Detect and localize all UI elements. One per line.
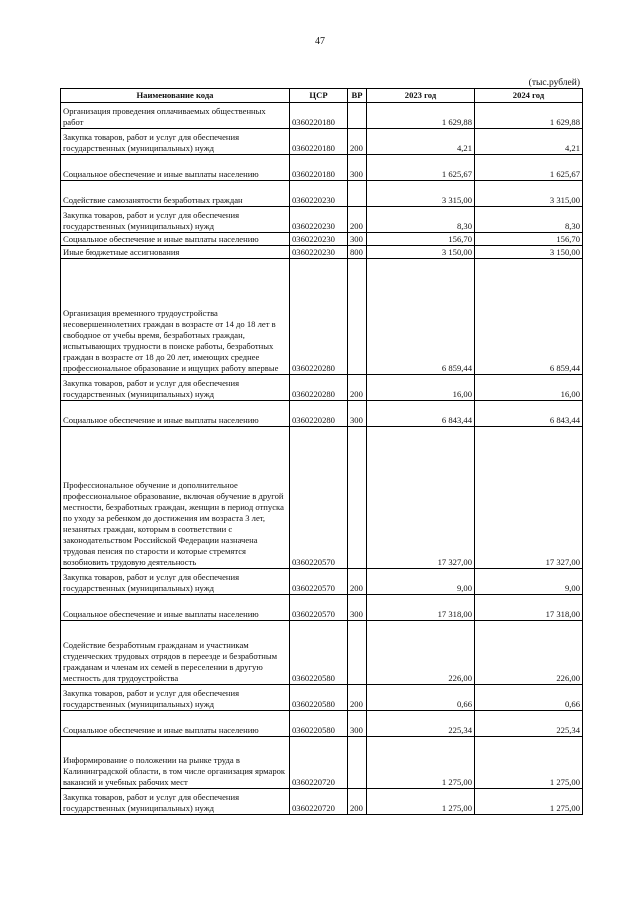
row-value-2024: 8,30 [475,207,583,233]
row-value-2023: 16,00 [367,375,475,401]
table-row [61,246,583,259]
row-vr: 200 [348,569,367,595]
row-value-2023: 3 150,00 [367,246,475,259]
row-vr [348,181,367,207]
row-value-2024: 17 327,00 [475,427,583,569]
row-value-2023: 6 859,44 [367,259,475,375]
page-number: 47 [315,36,325,47]
row-name: Организация временного трудоустройства несовершеннолетних граждан в возрасте от 14 до 18 лет в свободное от учебы время, безработных граждан, испытывающих трудности в поиске работы, безработных граждан в возрасте от 18 до 20 лет, имеющих среднее профессиональное образование и ищущих работу впервые [61,259,290,375]
table-row [61,621,583,685]
row-value-2024: 0,66 [475,685,583,711]
row-vr: 200 [348,685,367,711]
row-value-2024: 1 275,00 [475,737,583,789]
row-name: Социальное обеспечение и иные выплаты населению [61,595,290,621]
table-row [61,737,583,789]
row-vr: 800 [348,246,367,259]
row-vr: 200 [348,207,367,233]
row-value-2023: 1 275,00 [367,737,475,789]
row-csr: 0360220570 [290,595,348,621]
row-name: Профессиональное обучение и дополнительное профессиональное образование, включая обучение в другой местности, безработных граждан, женщин в период отпуска по уходу за ребенком до достижения им возраста 3 лет, незанятых граждан, которым в соответствии с законодательством Российской Федерации назначена трудовая пенсия по старости и которые стремятся возобновить трудовую деятельность [61,427,290,569]
row-value-2024: 6 843,44 [475,401,583,427]
row-value-2023: 1 625,67 [367,155,475,181]
row-value-2023: 225,34 [367,711,475,737]
table-row [61,259,583,375]
row-name: Социальное обеспечение и иные выплаты населению [61,233,290,246]
row-value-2024: 1 275,00 [475,789,583,815]
header-name: Наименование кода [61,89,290,103]
row-csr: 0360220580 [290,685,348,711]
row-value-2024: 6 859,44 [475,259,583,375]
table-row [61,685,583,711]
row-vr: 300 [348,711,367,737]
row-value-2024: 3 315,00 [475,181,583,207]
row-vr: 200 [348,129,367,155]
row-name: Закупка товаров, работ и услуг для обеспечения государственных (муниципальных) нужд [61,685,290,711]
row-csr: 0360220180 [290,129,348,155]
table-row [61,595,583,621]
table-row [61,181,583,207]
row-csr: 0360220180 [290,103,348,129]
row-value-2023: 156,70 [367,233,475,246]
row-name: Информирование о положении на рынке труда в Калининградской области, в том числе организация ярмарок вакансий и учебных рабочих мест [61,737,290,789]
header-csr: ЦСР [290,89,348,103]
row-csr: 0360220230 [290,181,348,207]
row-value-2023: 17 318,00 [367,595,475,621]
row-value-2023: 0,66 [367,685,475,711]
row-csr: 0360220570 [290,569,348,595]
row-value-2024: 156,70 [475,233,583,246]
row-vr: 200 [348,789,367,815]
table-header-row [61,89,583,103]
row-csr: 0360220720 [290,789,348,815]
table-row [61,129,583,155]
row-vr [348,621,367,685]
table-row [61,155,583,181]
row-value-2024: 4,21 [475,129,583,155]
row-value-2023: 6 843,44 [367,401,475,427]
table-body [61,103,583,815]
row-name: Социальное обеспечение и иные выплаты населению [61,711,290,737]
units-label: (тыс.рублей) [528,78,580,88]
row-vr [348,259,367,375]
row-vr: 300 [348,595,367,621]
header-2023: 2023 год [367,89,475,103]
row-value-2024: 1 625,67 [475,155,583,181]
row-vr: 300 [348,233,367,246]
row-value-2024: 225,34 [475,711,583,737]
table-row [61,789,583,815]
row-csr: 0360220230 [290,246,348,259]
row-value-2024: 1 629,88 [475,103,583,129]
table-row [61,711,583,737]
row-name: Закупка товаров, работ и услуг для обеспечения государственных (муниципальных) нужд [61,789,290,815]
row-value-2024: 17 318,00 [475,595,583,621]
row-value-2024: 16,00 [475,375,583,401]
row-value-2023: 1 275,00 [367,789,475,815]
budget-table [60,88,583,815]
row-value-2023: 3 315,00 [367,181,475,207]
row-csr: 0360220280 [290,259,348,375]
row-vr [348,427,367,569]
row-value-2023: 1 629,88 [367,103,475,129]
row-csr: 0360220180 [290,155,348,181]
row-vr: 200 [348,375,367,401]
row-name: Организация проведения оплачиваемых общественных работ [61,103,290,129]
row-csr: 0360220230 [290,233,348,246]
row-csr: 0360220580 [290,621,348,685]
header-vr: ВР [348,89,367,103]
table-row [61,103,583,129]
row-value-2023: 17 327,00 [367,427,475,569]
row-name: Закупка товаров, работ и услуг для обеспечения государственных (муниципальных) нужд [61,129,290,155]
row-csr: 0360220280 [290,401,348,427]
row-name: Социальное обеспечение и иные выплаты населению [61,155,290,181]
row-value-2024: 226,00 [475,621,583,685]
row-value-2023: 8,30 [367,207,475,233]
row-value-2023: 9,00 [367,569,475,595]
row-name: Социальное обеспечение и иные выплаты населению [61,401,290,427]
row-name: Закупка товаров, работ и услуг для обеспечения государственных (муниципальных) нужд [61,569,290,595]
row-name: Содействие самозанятости безработных граждан [61,181,290,207]
row-csr: 0360220720 [290,737,348,789]
table-row [61,569,583,595]
row-vr: 300 [348,401,367,427]
table-row [61,207,583,233]
row-name: Закупка товаров, работ и услуг для обеспечения государственных (муниципальных) нужд [61,375,290,401]
row-value-2024: 9,00 [475,569,583,595]
header-2024: 2024 год [475,89,583,103]
table-row [61,427,583,569]
table-row [61,233,583,246]
row-vr [348,737,367,789]
row-csr: 0360220230 [290,207,348,233]
row-value-2023: 4,21 [367,129,475,155]
row-name: Содействие безработным гражданам и участникам студенческих трудовых отрядов в переезде и безработным гражданам и членам их семей в переселении в другую местность для трудоустройства [61,621,290,685]
row-value-2024: 3 150,00 [475,246,583,259]
row-name: Иные бюджетные ассигнования [61,246,290,259]
row-csr: 0360220580 [290,711,348,737]
table-row [61,401,583,427]
row-value-2023: 226,00 [367,621,475,685]
row-csr: 0360220570 [290,427,348,569]
row-vr [348,103,367,129]
table-row [61,375,583,401]
row-vr: 300 [348,155,367,181]
row-csr: 0360220280 [290,375,348,401]
row-name: Закупка товаров, работ и услуг для обеспечения государственных (муниципальных) нужд [61,207,290,233]
